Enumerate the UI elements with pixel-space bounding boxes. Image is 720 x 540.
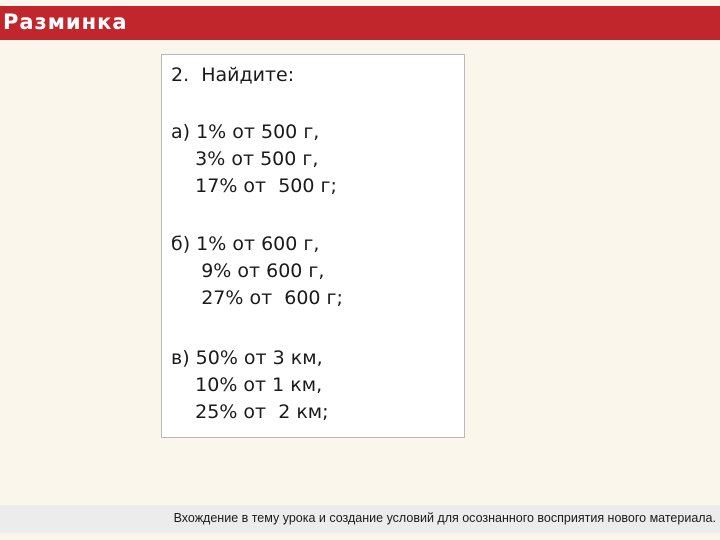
task-c-line-1: в) 50% от 3 км, bbox=[171, 347, 323, 369]
task-b-line-2: 9% от 600 г, bbox=[171, 260, 325, 282]
task-c-line-2: 10% от 1 км, bbox=[171, 374, 323, 396]
task-card bbox=[161, 54, 465, 438]
slide-title: Разминка bbox=[3, 10, 128, 34]
task-a-line-2: 3% от 500 г, bbox=[171, 148, 319, 170]
task-heading: 2. Найдите: bbox=[171, 64, 295, 86]
task-b-line-3: 27% от 600 г; bbox=[171, 287, 343, 309]
task-b-line-1: б) 1% от 600 г, bbox=[171, 233, 320, 255]
task-a-line-3: 17% от 500 г; bbox=[171, 175, 337, 197]
title-bar bbox=[0, 6, 720, 40]
footer-bar bbox=[0, 505, 720, 533]
footer-caption: Вхождение в тему урока и создание условий для осознанного восприятия нового материала. bbox=[173, 511, 716, 525]
task-a-line-1: а) 1% от 500 г, bbox=[171, 121, 320, 143]
task-c-line-3: 25% от 2 км; bbox=[171, 401, 329, 423]
